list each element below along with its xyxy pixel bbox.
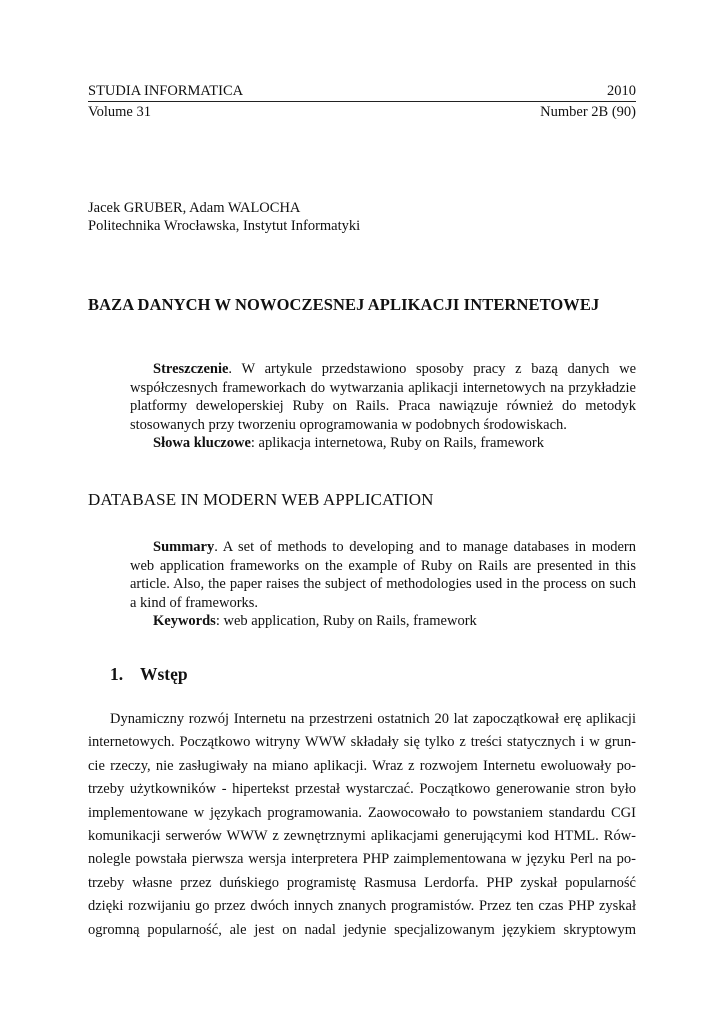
- abstract-english: [130, 538, 636, 631]
- header-rule: [88, 101, 636, 102]
- body-line: cie rzeczy, nie zasługiwały na miano aplikacji. Wraz z rozwojem Internetu ewoluowały po-: [88, 757, 636, 774]
- section-title: Wstęp: [140, 664, 188, 684]
- volume-label: Volume 31: [88, 104, 151, 120]
- body-line: trzeby własne przez duńskiego programistę Rasmusa Lerdorfa. PHP zyskał popularność: [88, 874, 636, 891]
- keywords-polish-text: : aplikacja internetowa, Ruby on Rails, framework: [250, 435, 545, 451]
- body-line: Dynamiczny rozwój Internetu na przestrzeni ostatnich 20 lat zapoczątkował erę aplikacji: [110, 711, 636, 727]
- keywords-polish: [153, 434, 636, 453]
- section-heading: [110, 664, 188, 685]
- abstract-english-text: . A set of methods to developing and to manage databases in modern web application frameworks on the example of Ruby on Rails are presented in this article. Also, the paper raises the subject of methodologies used in the process on such a kind of frameworks.: [130, 539, 636, 611]
- journal-name: STUDIA INFORMATICA: [88, 83, 244, 99]
- paper-title-polish: BAZA DANYCH W NOWOCZESNEJ APLIKACJI INTERNETOWEJ: [88, 295, 600, 314]
- issue-number: Number 2B (90): [540, 104, 636, 120]
- body-line: ogromną popularność, ale jest on nadal jedynie specjalizowanym językiem skryptowym: [88, 921, 636, 938]
- abstract-polish-paragraph: [130, 360, 636, 434]
- abstract-english-paragraph: [130, 538, 636, 612]
- paper-title-english: DATABASE IN MODERN WEB APPLICATION: [88, 490, 434, 509]
- body-line: komunikacji serwerów WWW z zewnętrznymi aplikacjami generującymi kod HTML. Rów-: [88, 827, 636, 844]
- author-affiliation: Politechnika Wrocławska, Instytut Informatyki: [88, 218, 361, 234]
- body-line: internetowych. Początkowo witryny WWW składały się tylko z treści statycznych i w grun-: [88, 734, 636, 751]
- body-line: trzeby użytkowników - hipertekst przestał wystarczać. Początkowo generowanie stron było: [88, 781, 636, 798]
- issue-info: [88, 103, 636, 121]
- keywords-polish-label: Słowa kluczowe: [153, 435, 251, 451]
- body-paragraph: [88, 708, 636, 942]
- abstract-polish-label: Streszczenie: [153, 361, 229, 377]
- keywords-english-label: Keywords: [153, 613, 216, 629]
- keywords-english: [153, 612, 636, 631]
- running-header: [88, 82, 636, 100]
- abstract-polish-text: . W artykule przedstawiono sposoby pracy z bazą danych we współczesnych frameworkach do wytwarzania aplikacji internetowych na przykładzie platformy deweloperskiej Ruby on Rails. Praca nawiązuje również do metodyk stosowanych przy tworzeniu oprogramowania w podobnych środowiskach.: [130, 361, 636, 433]
- section-number: 1.: [110, 664, 124, 684]
- author-names: Jacek GRUBER, Adam WALOCHA: [88, 200, 301, 216]
- author-block: [88, 199, 360, 235]
- body-line: nolegle powstała pierwsza wersja interpretera PHP zaimplementowana w języku Perl na po-: [88, 851, 636, 868]
- abstract-english-label: Summary: [153, 539, 215, 555]
- keywords-english-text: : web application, Ruby on Rails, framework: [215, 613, 477, 629]
- abstract-polish: [130, 360, 636, 453]
- body-line: implementowane w językach programowania. Zaowocowało to powstaniem standardu CGI: [88, 804, 636, 821]
- journal-year: 2010: [607, 83, 636, 99]
- body-line: dzięki rozwijaniu go przez dwóch innych znanych programistów. Przez ten czas PHP zyskał: [88, 898, 636, 915]
